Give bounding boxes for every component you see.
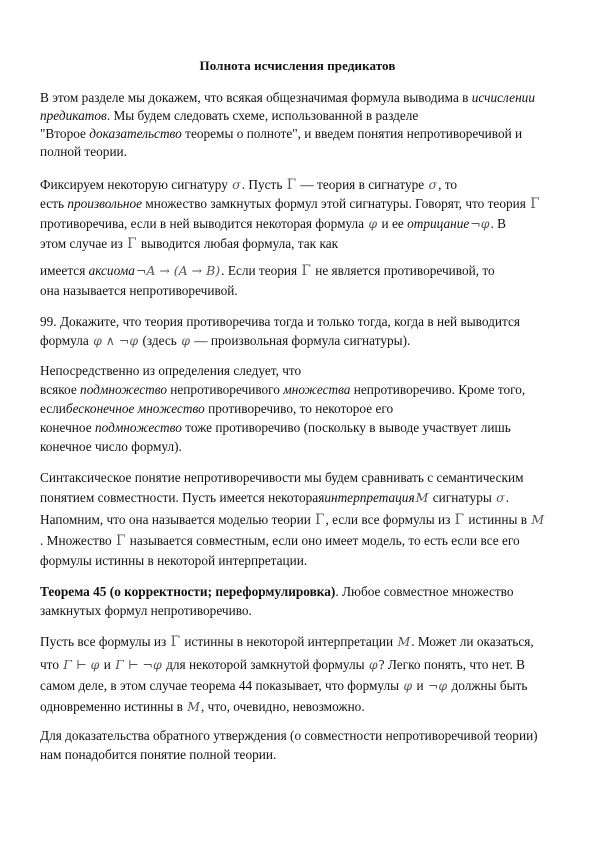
text: понятием совместности. Пусть имеется некоторая [40, 490, 325, 505]
text: — теория в сигнатуре [297, 177, 428, 192]
text: Непосредственно из определения следует, что [40, 363, 302, 378]
math-phi: φ [368, 216, 378, 231]
math-gamma-proves-neg-phi: Γ ⊢ ¬φ [115, 657, 162, 672]
paragraph-1-line-4 [40, 144, 127, 160]
math-M: M [415, 490, 429, 505]
text: замкнутых формул непротиворечиво. [40, 603, 252, 618]
math-axiom: ¬A → (A → B) [135, 263, 221, 278]
text: . Пусть [241, 177, 286, 192]
text: теоремы о полноте", и введем понятия непротиворечивой и [181, 126, 523, 141]
text: ? Легко понять, что нет. В [378, 657, 526, 672]
math-gamma: Γ [315, 512, 325, 528]
text: . Если теория [221, 263, 301, 278]
text: . Множество [40, 533, 116, 548]
paragraph-7-line-2 [40, 657, 525, 673]
math-neg-phi: ¬φ [470, 216, 490, 231]
math-gamma: Γ [116, 533, 126, 549]
paragraph-2-line-5 [40, 263, 495, 279]
link-set[interactable]: множества [283, 382, 351, 397]
text: и ее [378, 216, 408, 231]
text: истинны в некоторой интерпретации [181, 634, 397, 649]
paragraph-4-line-3 [40, 401, 393, 417]
text: и [100, 657, 115, 672]
page-title: Полнота исчисления предикатов [199, 58, 396, 73]
text: имеется [40, 263, 89, 278]
text: , то [438, 177, 458, 192]
math-sigma: σ [496, 490, 505, 505]
text: Для доказательства обратного утверждения (о совместности непротиворечивой теории) [40, 728, 538, 743]
text: нам понадобится понятие полной теории. [40, 747, 277, 762]
paragraph-4-line-4 [40, 420, 511, 436]
math-M: M [531, 512, 545, 527]
theorem-45-line-2 [40, 603, 252, 619]
text: сигнатуры [429, 490, 496, 505]
math-gamma: Γ [286, 177, 297, 193]
theorem-title: Теорема 45 (о корректности; переформулировка) [40, 584, 336, 599]
math-gamma: Γ [530, 196, 540, 212]
text: она называется непротиворечивой. [40, 283, 238, 298]
text: . Может ли оказаться, [411, 634, 534, 649]
text: , если все формулы из [325, 512, 454, 527]
paragraph-8-line-1 [40, 728, 538, 744]
math-gamma: Γ [454, 512, 465, 528]
paragraph-1-line-3 [40, 126, 522, 142]
paragraph-4-line-5 [40, 439, 182, 455]
paragraph-2-line-4 [40, 236, 338, 252]
paragraph-7-line-1 [40, 634, 534, 650]
math-phi: φ [368, 657, 378, 672]
paragraph-1-line-1 [40, 90, 535, 106]
text: не является противоречивой, то [311, 263, 495, 278]
text: самом деле, в этом случае теорема 44 показывает, что формулы [40, 678, 403, 693]
math-gamma-proves-phi: Γ ⊢ φ [63, 657, 100, 672]
math-phi-and-neg-phi: φ ∧ ¬φ [93, 333, 139, 348]
text: выводится любая формула, так как [137, 236, 339, 251]
math-gamma: Γ [127, 236, 137, 252]
link-predicate-calculus[interactable]: исчислении [471, 90, 535, 105]
text: Пусть все формулы из [40, 634, 170, 649]
text: конечное [40, 420, 95, 435]
paragraph-7-line-3 [40, 678, 528, 694]
text: должны быть [448, 678, 528, 693]
math-neg-phi: ¬φ [427, 678, 448, 693]
theorem-45-line-1 [40, 584, 514, 600]
text: противоречива, если в ней выводится некоторая формула [40, 216, 368, 231]
math-gamma: Γ [301, 263, 311, 279]
paragraph-4-line-1 [40, 363, 301, 379]
text: противоречиво, то некоторое его [204, 401, 394, 416]
paragraph-3-line-2 [40, 333, 410, 349]
paragraph-2-line-2 [40, 196, 541, 212]
text: что [40, 657, 63, 672]
link-axiom[interactable]: аксиома [88, 263, 135, 278]
math-phi: φ [181, 333, 190, 348]
text: конечное число формул). [40, 439, 182, 454]
paragraph-7-line-4 [40, 699, 365, 715]
paragraph-4-line-2 [40, 382, 525, 398]
paragraph-2-line-6 [40, 283, 238, 299]
text: — произвольная формула сигнатуры). [190, 333, 411, 348]
text: Напомним, что она называется моделью теории [40, 512, 315, 527]
link-arbitrary[interactable]: произвольное [67, 196, 143, 211]
paragraph-8-line-2 [40, 747, 276, 763]
text: формулы истинны в некоторой интерпретации. [40, 553, 308, 568]
text: называется совместным, если оно имеет модель, то есть если все его [126, 533, 520, 548]
text: есть [40, 196, 68, 211]
paragraph-5-line-2 [40, 490, 509, 506]
math-sigma: σ [232, 177, 241, 192]
text: истинны в [465, 512, 531, 527]
text: . Любое совместное множество [335, 584, 514, 599]
text: непротиворечивого [166, 382, 284, 397]
paragraph-5-line-5 [40, 553, 307, 569]
text: Синтаксическое понятие непротиворечивости мы будем сравнивать с семантическим [40, 470, 524, 485]
link-interpretation[interactable]: интерпретация [324, 490, 415, 505]
text: формула [40, 333, 93, 348]
text: непротиворечиво. Кроме того, [350, 382, 526, 397]
paragraph-5-line-1 [40, 470, 524, 486]
text: одновременно истинны в [40, 699, 187, 714]
text: этом случае из [40, 236, 127, 251]
text: . [505, 490, 509, 505]
text: если [40, 401, 66, 416]
link-negation[interactable]: отрицание [407, 216, 470, 231]
paragraph-3-line-1 [40, 314, 520, 330]
text: 99. Докажите, что теория противоречива тогда и только тогда, когда в ней выводится [40, 314, 520, 329]
text: "Второе [40, 126, 90, 141]
paragraph-5-line-4 [40, 533, 520, 549]
text: множество замкнутых формул этой сигнатуры. Говорят, что теория [142, 196, 530, 211]
text: . В [490, 216, 507, 231]
link-predicates[interactable]: предикатов [40, 108, 107, 123]
text: Фиксируем некоторую сигнатуру [40, 177, 232, 192]
math-sigma: σ [428, 177, 438, 192]
paragraph-2-line-3 [40, 216, 506, 232]
paragraph-1-line-2 [40, 108, 418, 124]
link-proof[interactable]: доказательство [89, 126, 182, 141]
math-gamma: Γ [170, 634, 180, 650]
link-subset[interactable]: подмножество [94, 420, 182, 435]
text: , что, очевидно, невозможно. [201, 699, 365, 714]
math-phi: φ [403, 678, 413, 693]
text: тоже противоречиво (поскольку в выводе участвует лишь [181, 420, 511, 435]
text: В этом разделе мы докажем, что всякая общезначимая формула выводима в [40, 90, 472, 105]
text: (здесь [139, 333, 181, 348]
link-subset[interactable]: подмножество [80, 382, 167, 397]
text: полной теории. [40, 144, 127, 159]
paragraph-2-line-1 [40, 177, 457, 193]
link-infinite-set[interactable]: бесконечное множество [65, 401, 205, 416]
text: всякое [40, 382, 81, 397]
text: для некоторой замкнутой формулы [162, 657, 368, 672]
paragraph-5-line-3 [40, 512, 545, 528]
math-M: M [397, 634, 411, 649]
math-M: M [187, 699, 200, 714]
text: и [413, 678, 427, 693]
text: . Мы будем следовать схеме, использованной в разделе [106, 108, 419, 123]
